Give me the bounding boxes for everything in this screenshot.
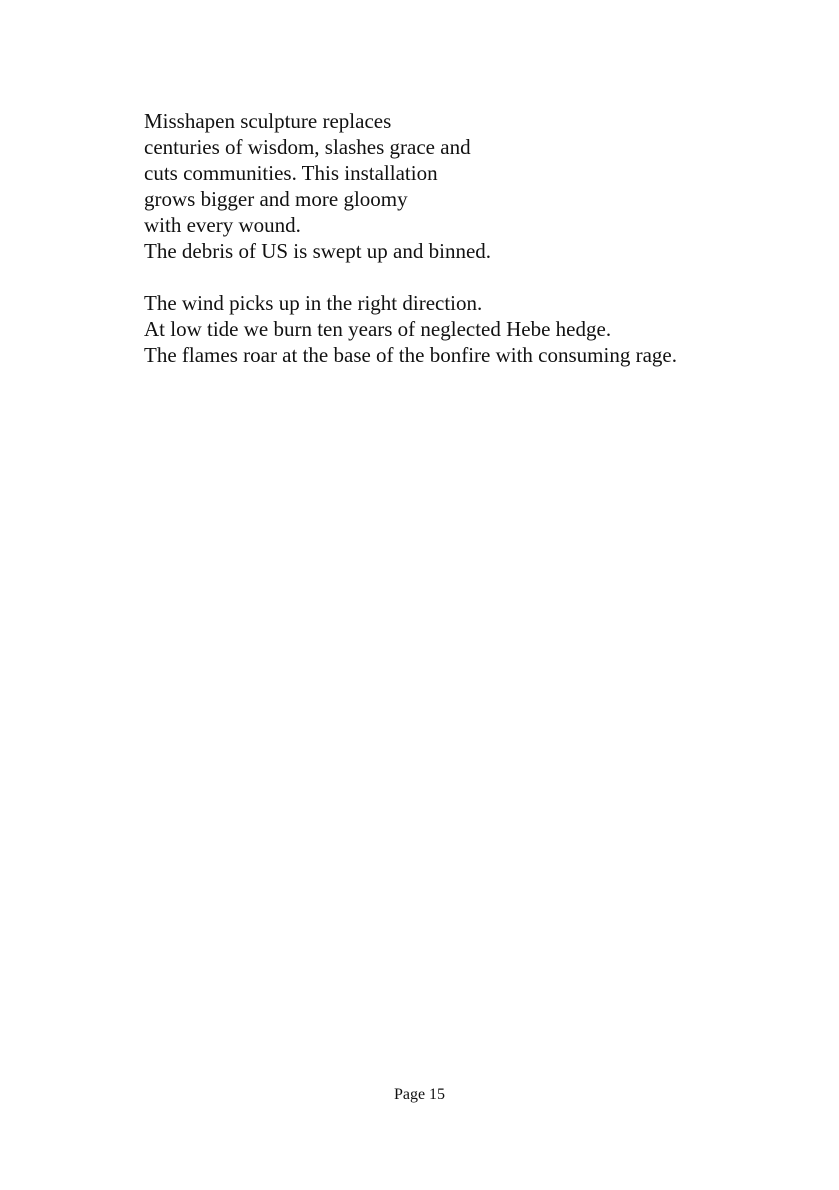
poem-line: grows bigger and more gloomy <box>144 187 408 211</box>
poem-line: Misshapen sculpture replaces <box>144 109 392 133</box>
poem-line: cuts communities. This installation <box>144 161 438 185</box>
poem-line: with every wound. <box>144 213 301 237</box>
poem-body <box>144 108 784 394</box>
poem-line: The flames roar at the base of the bonfire with consuming rage. <box>144 343 677 367</box>
poem-line: The wind picks up in the right direction. <box>144 291 483 315</box>
page-number: Page 15 <box>393 1086 446 1103</box>
stanza-1 <box>144 108 784 264</box>
poem-line: The debris of US is swept up and binned. <box>144 239 492 263</box>
poem-line: At low tide we burn ten years of neglected Hebe hedge. <box>144 317 612 341</box>
poem-line: centuries of wisdom, slashes grace and <box>144 135 471 159</box>
stanza-2 <box>144 290 784 368</box>
